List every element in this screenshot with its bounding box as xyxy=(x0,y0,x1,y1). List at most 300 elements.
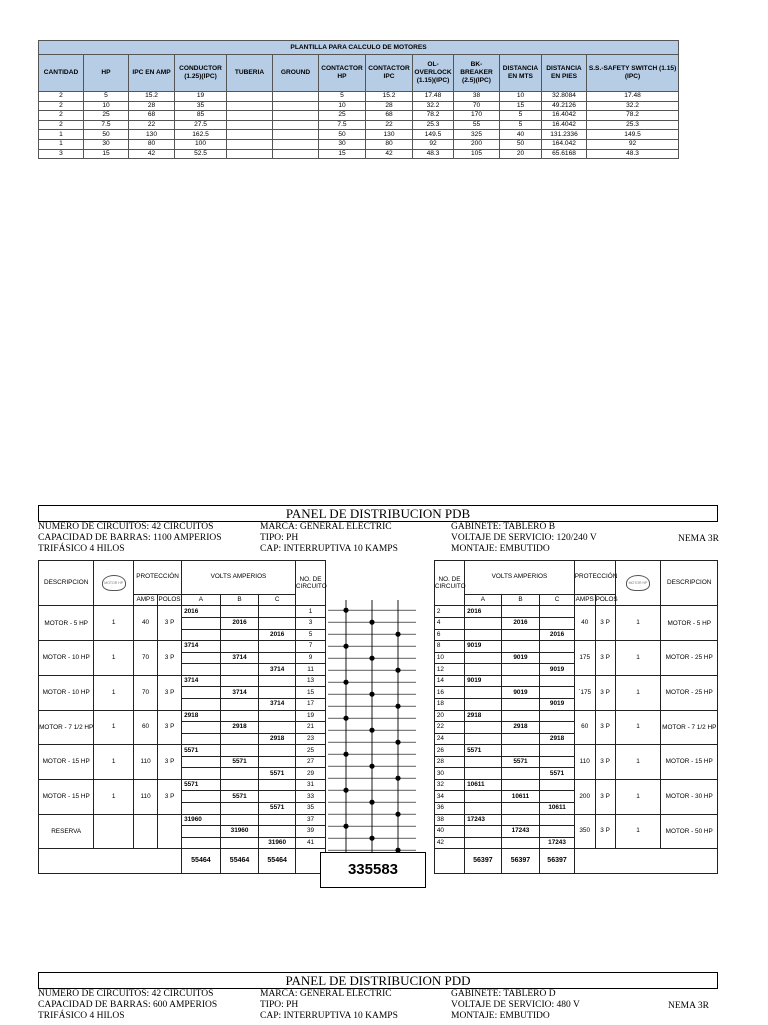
motor-count: 1 xyxy=(94,675,134,710)
circuit-number: 17 xyxy=(295,698,325,710)
pdb-header-a-right: A xyxy=(465,594,502,606)
phase-va: 9019 xyxy=(465,675,502,687)
phase-va: 5571 xyxy=(182,745,221,757)
busbar-cell xyxy=(326,756,435,768)
motor-table-header: HP xyxy=(84,55,129,92)
phase-va xyxy=(501,814,540,826)
circuit-number: 35 xyxy=(295,803,325,815)
protection-amps: 200 xyxy=(574,779,595,814)
circuit-number: 28 xyxy=(434,756,464,768)
circuit-number: 5 xyxy=(295,629,325,641)
phase-va: 17243 xyxy=(501,826,540,838)
pdb-header-ckt-right: NO. DE CIRCUITO xyxy=(434,561,464,606)
table-cell: 130 xyxy=(366,130,413,140)
circuit-number: 16 xyxy=(434,687,464,699)
phase-va: 2016 xyxy=(220,618,259,630)
motor-count: 1 xyxy=(615,675,661,710)
pdb-nema: NEMA 3R xyxy=(678,534,719,544)
protection-amps: 60 xyxy=(574,710,595,745)
phase-va xyxy=(220,664,259,676)
phase-va xyxy=(501,779,540,791)
circuit-description: MOTOR - 15 HP xyxy=(39,779,94,814)
table-cell: 149.5 xyxy=(413,130,454,140)
phase-va xyxy=(220,733,259,745)
circuit-number: 7 xyxy=(295,641,325,653)
circuit-number: 39 xyxy=(295,826,325,838)
motor-table-header: OL-OVERLOCK (1.15)(IPC) xyxy=(413,55,454,92)
pdb-montaje: MONTAJE: EMBUTIDO xyxy=(451,544,550,554)
pdd-nema: NEMA 3R xyxy=(668,1001,709,1011)
busbar-cell xyxy=(326,675,435,687)
busbar-cell xyxy=(326,791,435,803)
table-cell: 32.2 xyxy=(413,101,454,111)
table-cell xyxy=(273,139,319,149)
table-cell: 105 xyxy=(454,149,500,159)
table-cell: 131.2336 xyxy=(542,130,587,140)
table-cell: 17.48 xyxy=(587,92,679,102)
circuit-number: 36 xyxy=(434,803,464,815)
protection-amps: 175 xyxy=(574,641,595,676)
table-cell: 28 xyxy=(366,101,413,111)
phase-va: 2016 xyxy=(465,606,502,618)
pdb-header-c-right: C xyxy=(540,594,574,606)
protection-poles: 3 P xyxy=(595,745,615,780)
table-cell: 68 xyxy=(366,111,413,121)
circuit-row xyxy=(39,710,718,722)
phase-va: 3714 xyxy=(259,664,296,676)
table-cell: 42 xyxy=(129,149,175,159)
table-cell: 15 xyxy=(84,149,129,159)
table-cell: 32.8084 xyxy=(542,92,587,102)
protection-poles: 3 P xyxy=(158,641,182,676)
table-cell: 16.4042 xyxy=(542,120,587,130)
table-cell: 170 xyxy=(454,111,500,121)
motor-count: 1 xyxy=(615,641,661,676)
phase-va xyxy=(259,710,296,722)
phase-va xyxy=(465,687,502,699)
pdb-header-prot-right: PROTECCIÓN xyxy=(574,561,615,595)
phase-va xyxy=(182,768,221,780)
protection-poles: 3 P xyxy=(595,641,615,676)
table-cell: 200 xyxy=(454,139,500,149)
circuit-row xyxy=(39,641,718,653)
table-cell: 1 xyxy=(39,139,84,149)
motor-count: 1 xyxy=(615,710,661,745)
phase-total: 56397 xyxy=(465,849,502,874)
table-cell: 55 xyxy=(454,120,500,130)
phase-va xyxy=(182,618,221,630)
protection-poles: 3 P xyxy=(158,779,182,814)
phase-va xyxy=(540,606,574,618)
table-row xyxy=(39,130,679,140)
circuit-number: 22 xyxy=(434,722,464,734)
busbar-cell xyxy=(326,618,435,630)
circuit-number: 8 xyxy=(434,641,464,653)
phase-va: 2918 xyxy=(220,722,259,734)
pdd-trifasico: TRIFÁSICO 4 HILOS xyxy=(38,1011,125,1021)
phase-va xyxy=(465,733,502,745)
protection-amps: `175 xyxy=(574,675,595,710)
motor-calculation-table xyxy=(38,40,679,159)
table-cell: 2 xyxy=(39,111,84,121)
motor-count: 1 xyxy=(94,710,134,745)
motor-count: 1 xyxy=(94,779,134,814)
motor-table-header: CONTACTOR HP xyxy=(319,55,366,92)
pdd-barras: CAPACIDAD DE BARRAS: 600 AMPERIOS xyxy=(38,1000,218,1010)
circuit-number: 20 xyxy=(434,710,464,722)
circuit-number: 25 xyxy=(295,745,325,757)
phase-va: 5571 xyxy=(259,803,296,815)
circuit-description: MOTOR - 10 HP xyxy=(39,641,94,676)
panel-pdd xyxy=(38,972,718,1025)
pdb-header-a-left: A xyxy=(182,594,221,606)
circuit-description: MOTOR - 25 HP xyxy=(661,675,718,710)
phase-va xyxy=(182,803,221,815)
table-cell xyxy=(273,101,319,111)
table-cell: 22 xyxy=(129,120,175,130)
circuit-description: MOTOR - 7 1/2 HP xyxy=(39,710,94,745)
busbar-cell xyxy=(326,698,435,710)
phase-va xyxy=(182,837,221,849)
phase-va xyxy=(182,652,221,664)
circuit-number: 33 xyxy=(295,791,325,803)
protection-poles: 3 P xyxy=(595,675,615,710)
phase-total: 55464 xyxy=(220,849,259,874)
motor-symbol-icon: MOTOR HP xyxy=(626,575,650,591)
pdd-gabinete: GABINETE: TABLERO D xyxy=(451,989,556,999)
motor-count xyxy=(94,814,134,849)
table-cell: 16.4042 xyxy=(542,111,587,121)
circuit-row xyxy=(39,606,718,618)
phase-va xyxy=(259,641,296,653)
phase-va xyxy=(501,629,540,641)
phase-va xyxy=(220,710,259,722)
phase-va xyxy=(220,837,259,849)
table-cell xyxy=(273,92,319,102)
circuit-row xyxy=(39,814,718,826)
phase-va xyxy=(259,652,296,664)
phase-va xyxy=(501,837,540,849)
circuit-number: 34 xyxy=(434,791,464,803)
phase-va: 5571 xyxy=(182,779,221,791)
phase-va xyxy=(540,779,574,791)
phase-va xyxy=(259,618,296,630)
table-cell xyxy=(273,149,319,159)
table-row xyxy=(39,101,679,111)
motor-table-header: S.S.-SAFETY SWITCH (1.15)(IPC) xyxy=(587,55,679,92)
busbar-cell xyxy=(326,803,435,815)
table-cell: 68 xyxy=(129,111,175,121)
pdb-tipo: TIPO: PH xyxy=(260,533,299,543)
table-cell: 149.5 xyxy=(587,130,679,140)
circuit-description: MOTOR - 30 HP xyxy=(661,779,718,814)
motor-table-header: CONTACTOR IPC xyxy=(366,55,413,92)
table-cell: 70 xyxy=(454,101,500,111)
phase-va xyxy=(540,710,574,722)
protection-amps: 110 xyxy=(574,745,595,780)
table-cell: 85 xyxy=(175,111,227,121)
circuit-description: MOTOR - 5 HP xyxy=(661,606,718,641)
pdb-header-c-left: C xyxy=(259,594,296,606)
phase-va xyxy=(465,652,502,664)
table-cell: 22 xyxy=(366,120,413,130)
pdb-header-polos-right: POLOS xyxy=(595,594,615,606)
phase-va: 17243 xyxy=(540,837,574,849)
circuit-number: 4 xyxy=(434,618,464,630)
motor-table-header: TUBERIA xyxy=(227,55,273,92)
phase-va xyxy=(540,618,574,630)
table-cell: 5 xyxy=(319,92,366,102)
table-row xyxy=(39,120,679,130)
pdb-cap: CAP: INTERRUPTIVA 10 KAMPS xyxy=(260,544,398,554)
table-cell xyxy=(227,149,273,159)
table-cell: 25 xyxy=(319,111,366,121)
circuit-description: RESERVA xyxy=(39,814,94,849)
circuit-number: 27 xyxy=(295,756,325,768)
totals-blank xyxy=(574,849,717,874)
phase-va xyxy=(182,698,221,710)
motor-table-header: CONDUCTOR (1.25)(IPC) xyxy=(175,55,227,92)
phase-va: 3714 xyxy=(220,652,259,664)
busbar-cell xyxy=(326,768,435,780)
phase-total: 56397 xyxy=(501,849,540,874)
phase-va xyxy=(501,606,540,618)
phase-va xyxy=(182,722,221,734)
panel-pdb-title: PANEL DE DISTRIBUCION PDB xyxy=(38,505,718,522)
phase-va: 3714 xyxy=(259,698,296,710)
circuit-number: 6 xyxy=(434,629,464,641)
phase-va: 2016 xyxy=(259,629,296,641)
phase-va: 3714 xyxy=(220,687,259,699)
pdb-marca: MARCA: GENERAL ELECTRIC xyxy=(260,522,392,532)
table-cell: 92 xyxy=(587,139,679,149)
table-cell xyxy=(227,111,273,121)
pdb-header-motor-left xyxy=(94,561,134,606)
pdb-header-b-left: B xyxy=(220,594,259,606)
phase-va xyxy=(465,837,502,849)
table-cell: 52.5 xyxy=(175,149,227,159)
table-cell: 30 xyxy=(84,139,129,149)
table-cell: 17.48 xyxy=(413,92,454,102)
pdb-header-prot-left: PROTECCIÓN xyxy=(134,561,182,595)
table-cell: 80 xyxy=(129,139,175,149)
circuit-number: 42 xyxy=(434,837,464,849)
phase-va xyxy=(259,606,296,618)
circuit-number: 24 xyxy=(434,733,464,745)
busbar-cell xyxy=(326,710,435,722)
pdb-header-desc-left: DESCRIPCION xyxy=(39,561,94,606)
circuit-description: MOTOR - 5 HP xyxy=(39,606,94,641)
motor-table-header: IPC EN AMP xyxy=(129,55,175,92)
protection-poles: 3 P xyxy=(595,814,615,849)
table-cell: 25.3 xyxy=(587,120,679,130)
table-cell: 30 xyxy=(319,139,366,149)
busbar-cell xyxy=(326,837,435,849)
motor-table-header: CANTIDAD xyxy=(39,55,84,92)
table-cell: 49.2126 xyxy=(542,101,587,111)
table-cell xyxy=(227,139,273,149)
circuit-number: 14 xyxy=(434,675,464,687)
pdb-header-bus xyxy=(326,561,435,606)
pdb-voltaje: VOLTAJE DE SERVICIO: 120/240 V xyxy=(451,533,597,543)
totals-blank xyxy=(434,849,464,874)
table-cell: 80 xyxy=(366,139,413,149)
phase-va xyxy=(259,722,296,734)
pdd-cap: CAP: INTERRUPTIVA 10 KAMPS xyxy=(260,1011,398,1021)
busbar-cell xyxy=(326,664,435,676)
pdb-header-desc-right: DESCRIPCION xyxy=(661,561,718,606)
phase-va: 9019 xyxy=(465,641,502,653)
phase-va xyxy=(182,664,221,676)
phase-va xyxy=(259,814,296,826)
phase-va xyxy=(220,641,259,653)
table-row xyxy=(39,92,679,102)
phase-va xyxy=(501,675,540,687)
phase-va xyxy=(501,664,540,676)
pdb-trifasico: TRIFÁSICO 4 HILOS xyxy=(38,544,125,554)
busbar-cell xyxy=(326,641,435,653)
table-cell: 5 xyxy=(500,111,542,121)
phase-va xyxy=(220,629,259,641)
phase-va xyxy=(182,629,221,641)
pdb-gabinete: GABINETE: TABLERO B xyxy=(451,522,556,532)
table-cell: 50 xyxy=(84,130,129,140)
protection-amps: 110 xyxy=(134,745,158,780)
table-row xyxy=(39,149,679,159)
phase-va xyxy=(465,768,502,780)
phase-va xyxy=(259,791,296,803)
phase-va: 9019 xyxy=(540,664,574,676)
table-cell: 27.5 xyxy=(175,120,227,130)
panel-pdb-info xyxy=(38,522,718,558)
circuit-number: 15 xyxy=(295,687,325,699)
phase-va xyxy=(540,675,574,687)
busbar-cell xyxy=(326,722,435,734)
phase-va xyxy=(182,756,221,768)
phase-va: 10611 xyxy=(540,803,574,815)
phase-va xyxy=(540,687,574,699)
table-cell: 40 xyxy=(500,130,542,140)
motor-count: 1 xyxy=(615,779,661,814)
phase-va: 2918 xyxy=(259,733,296,745)
pdd-tipo: TIPO: PH xyxy=(260,1000,299,1010)
busbar-cell xyxy=(326,687,435,699)
table-cell: 78.2 xyxy=(587,111,679,121)
table-cell: 7.5 xyxy=(84,120,129,130)
table-row xyxy=(39,111,679,121)
table-cell: 10 xyxy=(319,101,366,111)
circuit-number: 19 xyxy=(295,710,325,722)
phase-va xyxy=(501,710,540,722)
motor-count: 1 xyxy=(615,606,661,641)
protection-amps: 70 xyxy=(134,675,158,710)
circuit-number: 29 xyxy=(295,768,325,780)
pdb-barras: CAPACIDAD DE BARRAS: 1100 AMPERIOS xyxy=(38,533,222,543)
busbar-cell xyxy=(326,814,435,826)
table-cell xyxy=(273,130,319,140)
protection-amps: 70 xyxy=(134,641,158,676)
phase-va xyxy=(465,826,502,838)
phase-va xyxy=(259,756,296,768)
phase-va xyxy=(501,768,540,780)
phase-va: 5571 xyxy=(259,768,296,780)
protection-poles: 3 P xyxy=(595,606,615,641)
motor-table-header: BK-BREAKER (2.5)(IPC) xyxy=(454,55,500,92)
table-cell: 50 xyxy=(500,139,542,149)
phase-va xyxy=(540,722,574,734)
phase-va: 2918 xyxy=(465,710,502,722)
phase-va: 9019 xyxy=(501,652,540,664)
phase-va: 2918 xyxy=(501,722,540,734)
busbar-cell xyxy=(326,826,435,838)
circuit-number: 21 xyxy=(295,722,325,734)
phase-va xyxy=(540,652,574,664)
table-cell: 2 xyxy=(39,120,84,130)
circuit-number: 18 xyxy=(434,698,464,710)
phase-va xyxy=(220,745,259,757)
pdd-marca: MARCA: GENERAL ELECTRIC xyxy=(260,989,392,999)
table-cell: 100 xyxy=(175,139,227,149)
panel-pdb xyxy=(38,505,718,558)
table-cell: 48.3 xyxy=(587,149,679,159)
circuit-number: 12 xyxy=(434,664,464,676)
table-cell: 92 xyxy=(413,139,454,149)
phase-va xyxy=(465,664,502,676)
phase-va xyxy=(540,745,574,757)
phase-va: 3714 xyxy=(182,641,221,653)
table-cell xyxy=(227,92,273,102)
motor-table-header: DISTANCIA EN PIES xyxy=(542,55,587,92)
phase-va: 2918 xyxy=(182,710,221,722)
phase-va xyxy=(465,698,502,710)
protection-poles: 3 P xyxy=(158,675,182,710)
phase-va xyxy=(182,791,221,803)
busbar-cell xyxy=(326,733,435,745)
circuit-number: 30 xyxy=(434,768,464,780)
phase-va xyxy=(220,768,259,780)
motor-count: 1 xyxy=(94,641,134,676)
table-cell: 15 xyxy=(319,149,366,159)
circuit-row xyxy=(39,675,718,687)
table-cell xyxy=(227,120,273,130)
protection-amps: 40 xyxy=(134,606,158,641)
pdb-header-va-right: VOLTS AMPERIOS xyxy=(465,561,575,595)
phase-va xyxy=(465,756,502,768)
phase-va xyxy=(465,803,502,815)
pdd-circuitos: NUMERO DE CIRCUITOS: 42 CIRCUITOS xyxy=(38,989,214,999)
table-cell: 48.3 xyxy=(413,149,454,159)
table-cell: 325 xyxy=(454,130,500,140)
table-cell: 25 xyxy=(84,111,129,121)
table-cell: 10 xyxy=(84,101,129,111)
motor-count: 1 xyxy=(615,745,661,780)
circuit-number: 9 xyxy=(295,652,325,664)
phase-va xyxy=(465,629,502,641)
table-cell: 35 xyxy=(175,101,227,111)
circuit-number: 31 xyxy=(295,779,325,791)
circuit-row xyxy=(39,779,718,791)
pdd-montaje: MONTAJE: EMBUTIDO xyxy=(451,1011,550,1021)
phase-total: 56397 xyxy=(540,849,574,874)
table-cell: 50 xyxy=(319,130,366,140)
table-cell xyxy=(273,111,319,121)
motor-symbol-icon: MOTOR HP xyxy=(102,575,126,591)
table-cell xyxy=(227,101,273,111)
pdb-header-amps-left: AMPS xyxy=(134,594,158,606)
circuit-number: 23 xyxy=(295,733,325,745)
table-cell: 42 xyxy=(366,149,413,159)
phase-va: 17243 xyxy=(465,814,502,826)
